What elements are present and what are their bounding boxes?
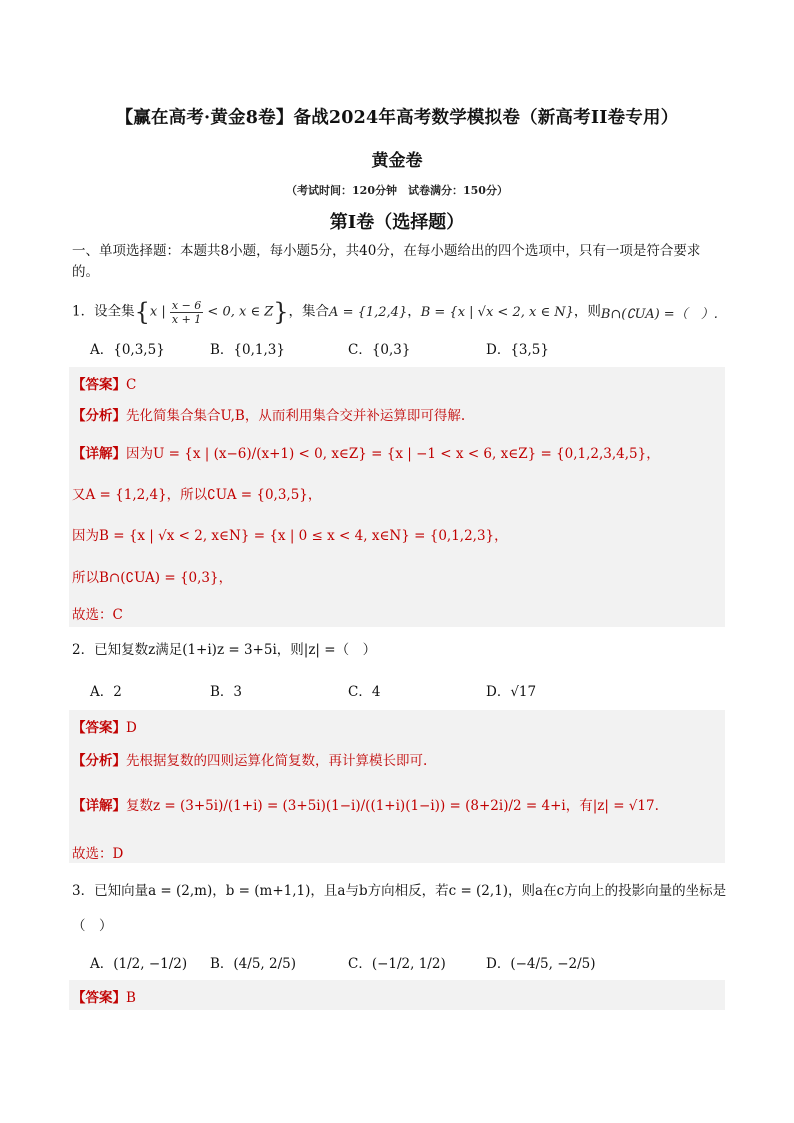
q2-option-d[interactable]: D．√17: [486, 684, 537, 700]
q3-answer-value: B: [126, 990, 136, 1006]
paper-subtitle: 黄金卷: [371, 151, 423, 171]
page-title: 【赢在高考·黄金8卷】备战2024年高考数学模拟卷（新高考II卷专用）: [115, 108, 679, 128]
q1-answer: [72, 373, 136, 393]
detail-label: 【详解】: [72, 798, 126, 814]
q2-option-b[interactable]: B．3: [210, 684, 243, 700]
q3-option-b[interactable]: B．(4/5, 2/5): [210, 956, 296, 972]
section-heading: 第I卷（选择题）: [329, 212, 465, 233]
q1-option-b[interactable]: B．{0,1,3}: [210, 342, 285, 358]
q1-stem-text: 1．设全集: [72, 303, 135, 320]
q1-stem-text-2: ，集合: [288, 303, 330, 320]
q2-option-c[interactable]: C．4: [348, 684, 381, 700]
exam-meta: （考试时间：120分钟 试卷满分：150分）: [286, 184, 508, 197]
q1-option-d[interactable]: D．{3,5}: [486, 342, 549, 358]
q2-analysis-text: 先根据复数的四则运算化简复数，再计算模长即可.: [126, 753, 428, 769]
section-intro: 一、单项选择题：本题共8小题，每小题5分，共40分，在每小题给出的四个选项中，只有一项是符合要求的。: [72, 243, 701, 280]
q1-detail-text-1: 因为U = {x | (x−6)/(x+1) < 0, x∈Z} = {x | −1 < x < 6, x∈Z} = {0,1,2,3,4,5}，: [126, 446, 660, 462]
q1-detail-2: 又A = {1,2,4}，所以∁UA = {0,3,5}，: [72, 487, 322, 503]
q3-option-d[interactable]: D．(−4/5, −2/5): [486, 956, 596, 972]
q1-set-b: B = {x | √x < 2, x ∈ N}: [420, 304, 574, 320]
q2-detail: [72, 794, 659, 814]
q1-choice: 故选：C: [72, 607, 123, 623]
answer-label: 【答案】: [72, 720, 126, 736]
q2-choice: 故选：D: [72, 846, 124, 862]
q1-analysis-text: 先化简集合集合U,B，从而利用集合交并补运算即可得解.: [126, 408, 466, 424]
q1-expression: B∩(∁UA) =（ ）.: [600, 306, 718, 322]
q2-answer: [72, 716, 137, 736]
q1-detail-4: 所以B∩(∁UA) = {0,3}，: [72, 570, 233, 586]
q3-stem-tail: （ ）: [72, 918, 113, 934]
q1-set-u: {x | $\frac{x - 6}{x + 1}$ < 0, x ∈ Z}: [134, 298, 289, 326]
q1-option-a[interactable]: A．{0,3,5}: [90, 342, 165, 358]
q1-detail-3: 因为B = {x | √x < 2, x∈N} = {x | 0 ≤ x < 4, x∈N} = {0,1,2,3}，: [72, 528, 508, 544]
q1-stem: [72, 298, 724, 326]
analysis-label: 【分析】: [72, 408, 126, 424]
q1-sep: ，: [407, 303, 421, 320]
q2-stem: 2．已知复数z满足(1+i)z = 3+5i，则|z| =（ ）: [72, 642, 377, 658]
analysis-label: 【分析】: [72, 753, 126, 769]
q1-option-c[interactable]: C．{0,3}: [348, 342, 411, 358]
q1-set-a: A = {1,2,4}: [329, 304, 408, 320]
q3-solution-panel: [69, 980, 725, 1010]
q1-analysis: [72, 404, 465, 424]
q1-stem-text-3: ，则: [573, 303, 601, 320]
q3-answer: [72, 986, 136, 1006]
q3-option-c[interactable]: C．(−1/2, 1/2): [348, 956, 446, 972]
q2-detail-text: 复数z = (3+5i)/(1+i) = (3+5i)(1−i)/((1+i)(1−i)) = (8+2i)/2 = 4+i，有|z| = √17.: [126, 798, 659, 814]
q3-stem: 3．已知向量a = (2,m)，b = (m+1,1)，且a与b方向相反，若c = (2,1)，则a在c方向上的投影向量的坐标是: [72, 883, 727, 899]
q2-answer-value: D: [126, 720, 137, 736]
q2-analysis: [72, 749, 427, 769]
answer-label: 【答案】: [72, 377, 126, 393]
q2-solution-panel: [69, 710, 725, 863]
q2-option-a[interactable]: A．2: [90, 684, 122, 700]
q3-option-a[interactable]: A．(1/2, −1/2): [90, 956, 188, 972]
answer-label: 【答案】: [72, 990, 126, 1006]
detail-label: 【详解】: [72, 446, 126, 462]
q1-answer-value: C: [126, 377, 137, 393]
q1-detail-1: [72, 442, 660, 462]
